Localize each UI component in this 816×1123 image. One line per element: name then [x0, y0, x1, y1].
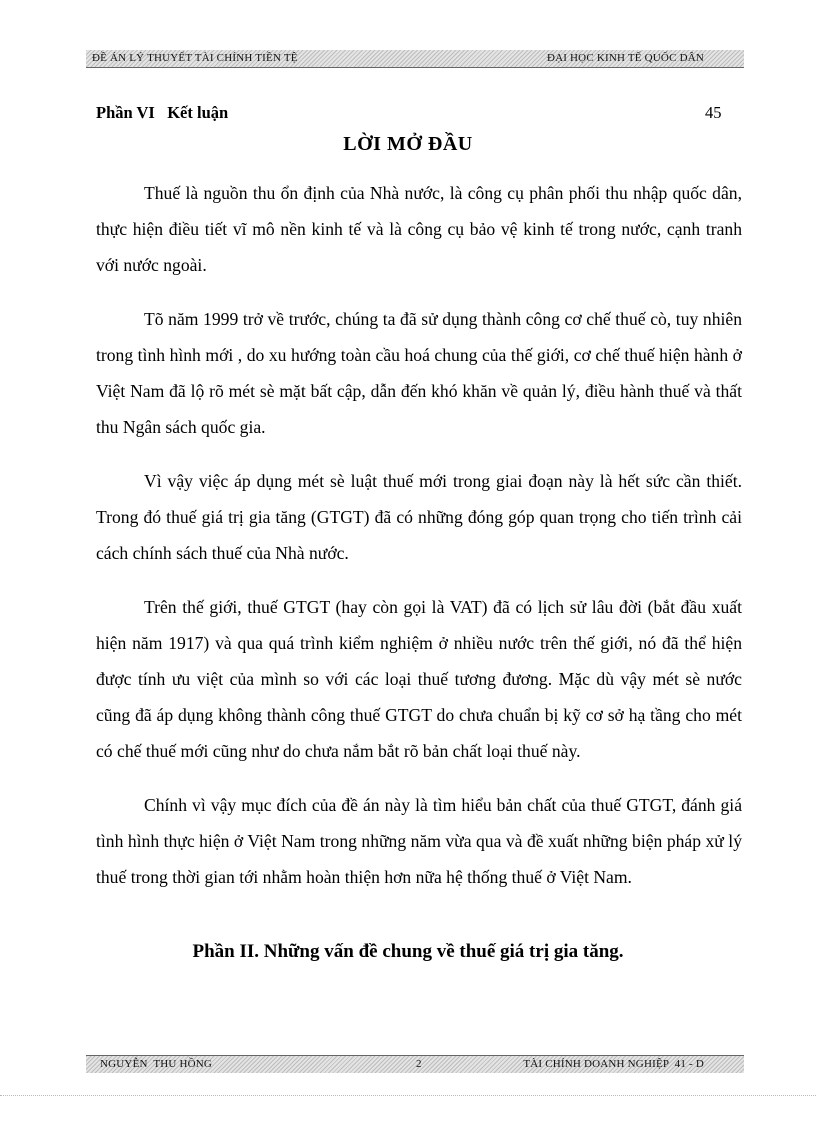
footer-author: NGUYỄN THU HỒNG	[100, 1058, 213, 1070]
paragraph: Tõ năm 1999 trở về trước, chúng ta đã sử dụng thành công cơ chế thuế cò, tuy nhiên trong tình hình mới , do xu hướng toàn cầu hoá chung của thế giới, cơ chế thuế hiện hành ở Việt Nam đã lộ rõ mét sè mặt bất cập, dẫn đến khó khăn về quản lý, điều hành thuế và thất thu Ngân sách quốc gia.	[96, 309, 742, 437]
running-footer	[86, 1055, 744, 1073]
paragraph: Trên thế giới, thuế GTGT (hay còn gọi là VAT) đã có lịch sử lâu đời (bắt đầu xuất hiện năm 1917) và qua quá trình kiểm nghiệm ở nhiều nước trên thế giới, nó đã thể hiện được tính ưu việt của mình so với các loại thuế tương đương. Mặc dù vậy mét sè nước cũng đã áp dụng không thành công thuế GTGT do chưa chuẩn bị kỹ cơ sở hạ tầng cho mét có chế thuế mới cũng như do chưa nắm bắt rõ bản chất loại thuế này.	[96, 597, 742, 761]
header-university: ĐẠI HỌC KINH TẾ QUỐC DÂN	[546, 52, 704, 64]
page-divider	[0, 1095, 816, 1096]
page-number: 45	[705, 103, 722, 122]
paragraph: Vì vậy việc áp dụng mét sè luật thuế mới trong giai đoạn này là hết sức cần thiết. Trong đó thuế giá trị gia tăng (GTGT) đã có những đóng góp quan trọng cho tiến trình cải cách chính sách thuế của Nhà nước.	[96, 471, 742, 563]
header-course-title: ĐỀ ÁN LÝ THUYẾT TÀI CHÍNH TIỀN TỆ	[92, 52, 298, 64]
part-heading: Phần II. Những vấn đề chung về thuế giá trị gia tăng.	[192, 941, 624, 962]
footer-page-number: 2	[416, 1058, 422, 1070]
footer-class: TÀI CHÍNH DOANH NGHIỆP 41 - D	[523, 1058, 704, 1070]
section-label: Phần VI Kết luận	[96, 103, 229, 122]
paragraph: Thuế là nguồn thu ổn định của Nhà nước, là công cụ phân phối thu nhập quốc dân, thực hiện điều tiết vĩ mô nền kinh tế và là công cụ bảo vệ kinh tế trong nước, cạnh tranh với nước ngoài.	[96, 183, 742, 275]
body-text	[96, 175, 742, 913]
running-header	[86, 50, 744, 68]
paragraph: Chính vì vậy mục đích của đề án này là tìm hiểu bản chất của thuế GTGT, đánh giá tình hình thực hiện ở Việt Nam trong những năm vừa qua và đề xuất những biện pháp xử lý thuế trong thời gian tới nhằm hoàn thiện hơn nữa hệ thống thuế ở Việt Nam.	[96, 795, 742, 887]
page-title: LỜI MỞ ĐẦU	[343, 133, 473, 155]
